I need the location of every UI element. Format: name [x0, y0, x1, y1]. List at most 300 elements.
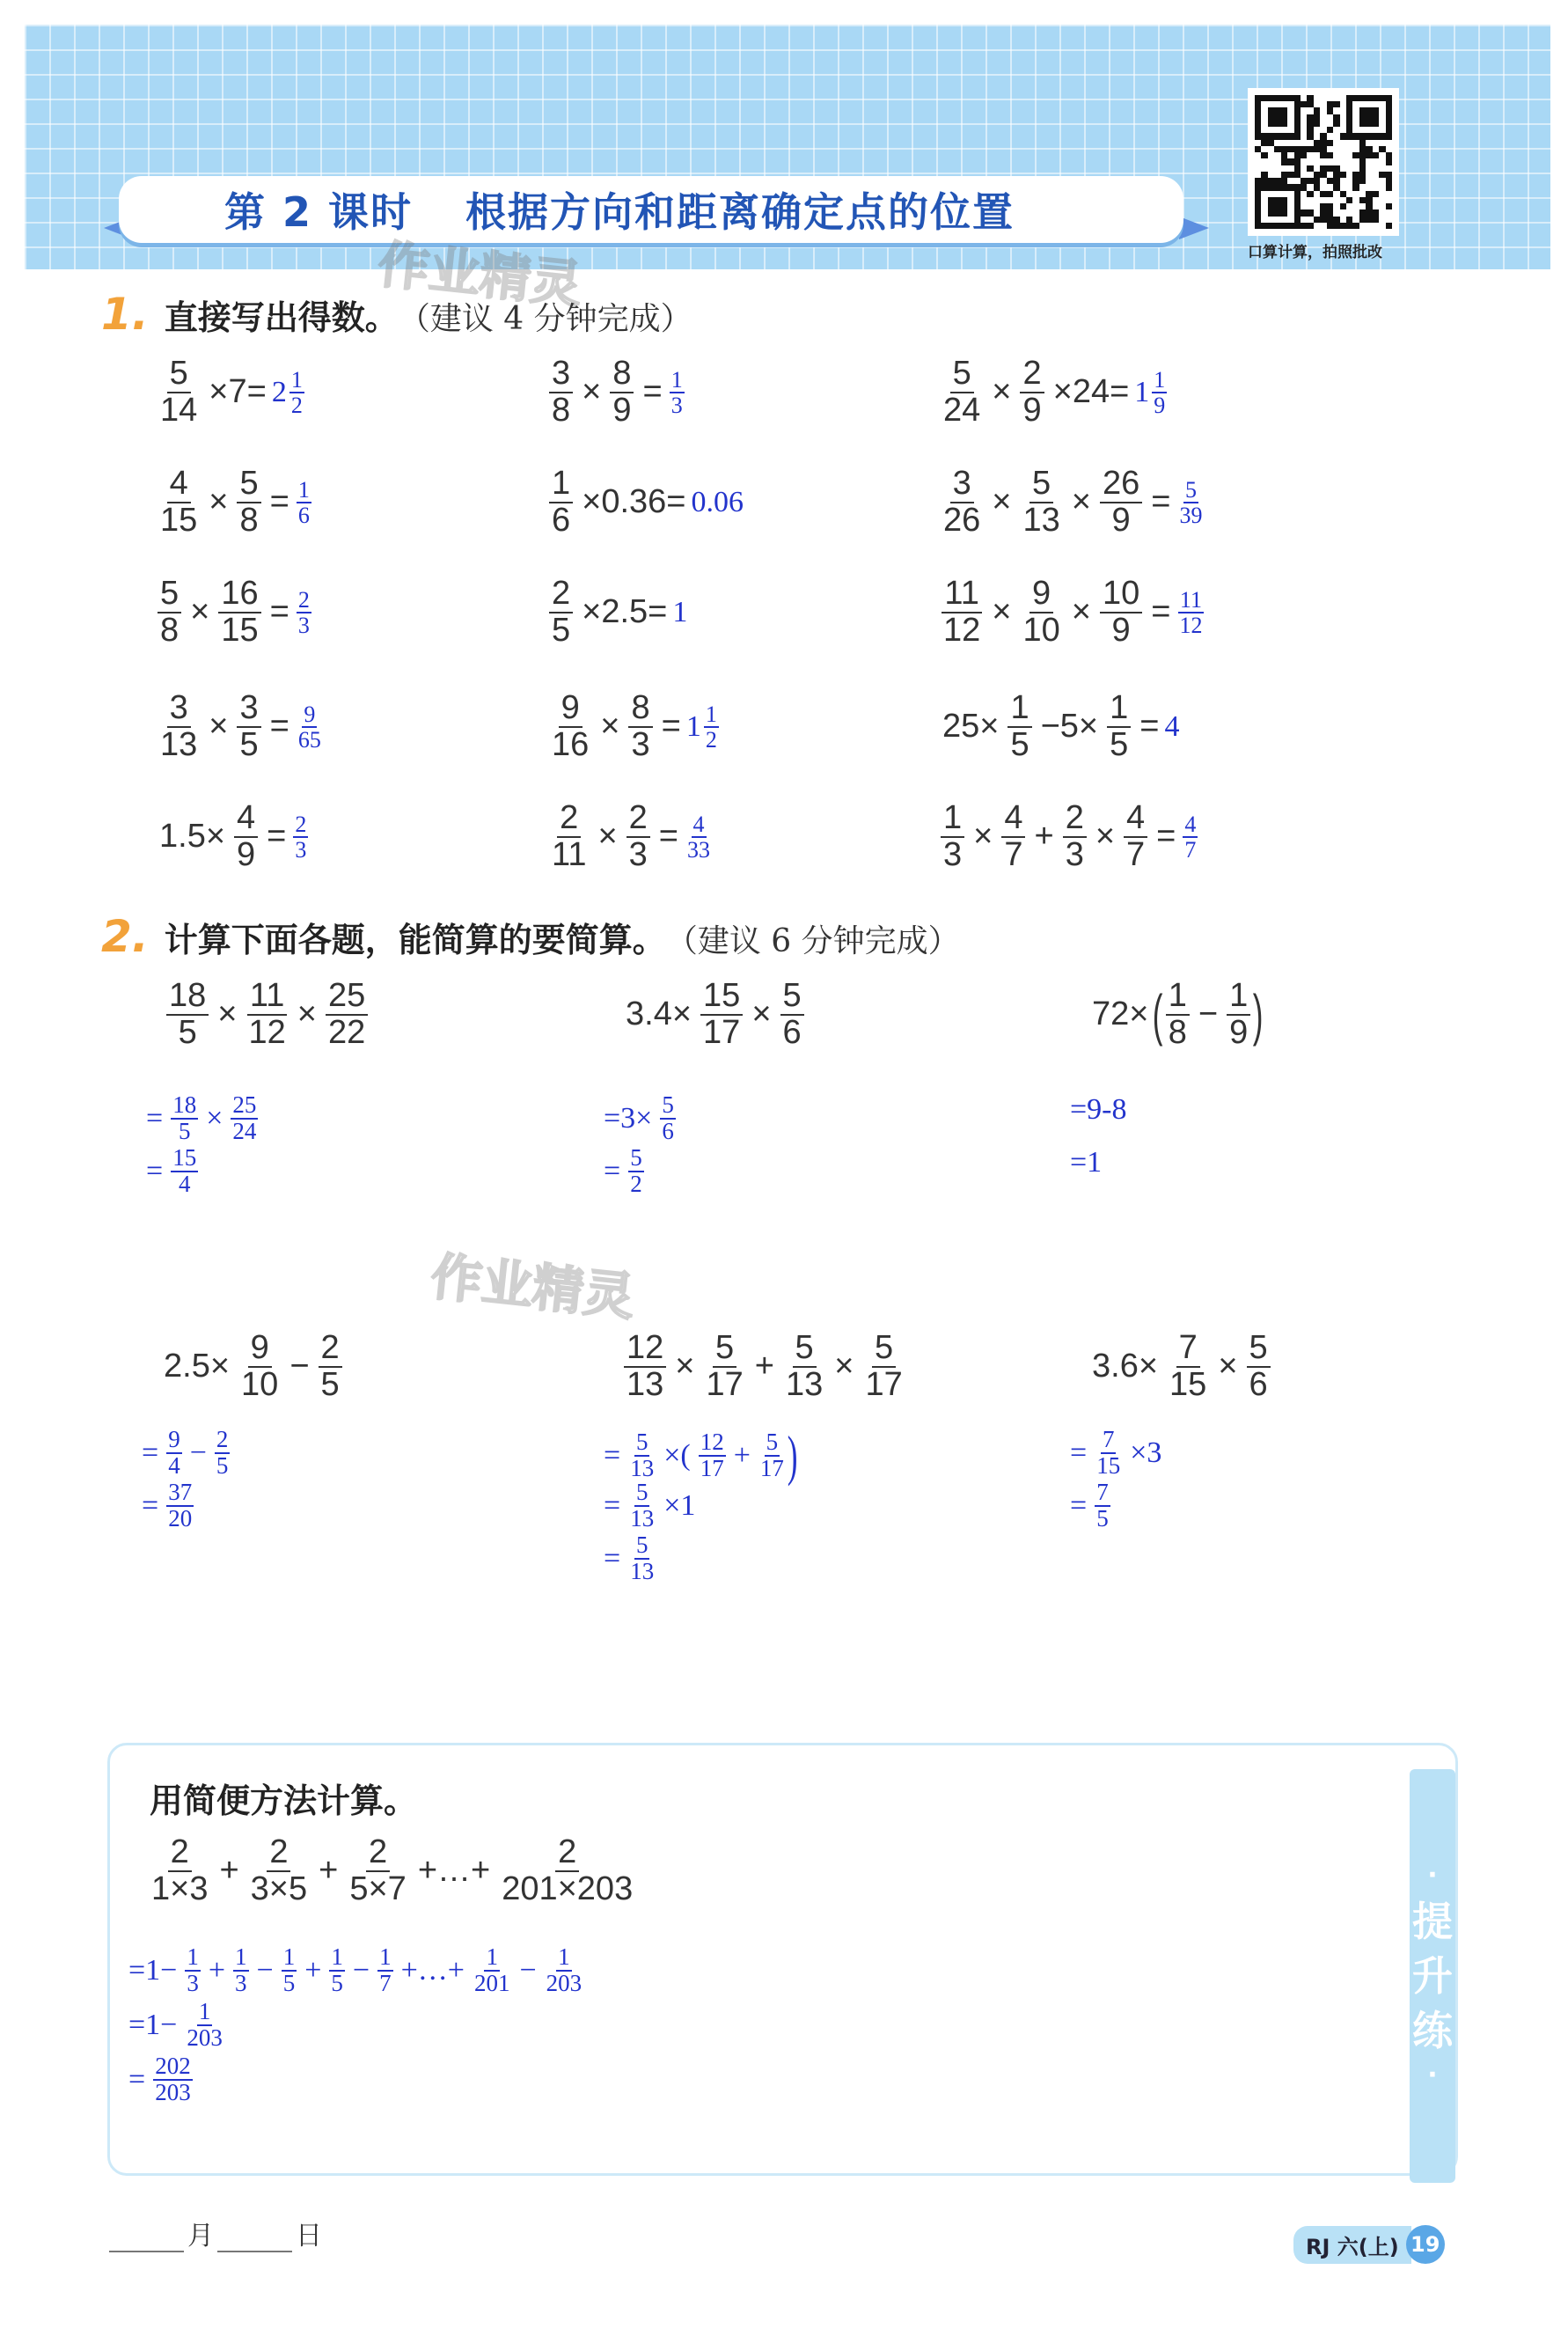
operator-text: −	[189, 1436, 207, 1469]
denominator: 13	[160, 725, 198, 763]
operator-text: =1−	[128, 1953, 178, 1987]
qr-module	[1261, 107, 1267, 114]
fraction	[628, 691, 652, 763]
qr-module	[1307, 172, 1313, 178]
qr-module	[1340, 140, 1346, 146]
qr-module	[1386, 127, 1392, 133]
fraction	[700, 979, 743, 1051]
qr-module	[1307, 209, 1313, 216]
qr-module	[1379, 146, 1385, 152]
exercise-item	[937, 577, 1205, 649]
qr-module	[1346, 172, 1352, 178]
qr-module	[1281, 107, 1287, 114]
qr-module	[1333, 203, 1339, 209]
solution-step	[1065, 1146, 1107, 1179]
qr-module	[1386, 95, 1392, 101]
numerator: 5	[793, 1331, 817, 1368]
denominator: 11	[552, 835, 587, 873]
qr-module	[1340, 209, 1346, 216]
answer	[686, 702, 721, 753]
denominator: 22	[327, 1013, 366, 1051]
qr-module	[1346, 140, 1352, 146]
qr-module	[1281, 140, 1287, 146]
qr-module	[1274, 217, 1280, 223]
fraction	[347, 1835, 408, 1907]
qr-module	[1333, 146, 1339, 152]
qr-module	[1281, 127, 1287, 133]
operator-text: =	[1070, 1488, 1088, 1522]
qr-module	[1301, 127, 1307, 133]
qr-module	[1352, 121, 1359, 127]
numerator: 1	[1227, 979, 1250, 1016]
numerator: 1	[549, 466, 573, 503]
operator-text: =	[128, 2062, 146, 2096]
qr-module	[1287, 178, 1293, 184]
numerator: 9	[559, 691, 583, 728]
fraction	[941, 356, 983, 429]
denominator: 17	[759, 1455, 784, 1481]
qr-module	[1346, 203, 1352, 209]
fraction	[685, 812, 712, 863]
qr-module	[1379, 127, 1385, 133]
qr-module	[1373, 133, 1379, 139]
qr-module	[1294, 114, 1301, 121]
qr-module	[1294, 107, 1301, 114]
fraction	[941, 577, 983, 649]
qr-module	[1307, 95, 1313, 101]
qr-module	[1379, 223, 1385, 229]
exercise-item	[154, 691, 325, 763]
fraction	[1177, 588, 1204, 638]
qr-module	[1359, 107, 1366, 114]
qr-module	[1327, 107, 1333, 114]
section2-heading	[101, 911, 960, 962]
operator-text: ×	[973, 818, 993, 856]
numerator: 5	[872, 1331, 896, 1368]
qr-module	[1366, 191, 1372, 197]
fraction	[704, 702, 719, 753]
denominator: 12	[1179, 612, 1203, 638]
qr-module	[1352, 217, 1359, 223]
qr-module	[1386, 197, 1392, 203]
denominator: 65	[297, 726, 321, 753]
qr-code-icon[interactable]	[1248, 88, 1399, 236]
operator-text: =	[146, 1101, 164, 1135]
operator-text: +	[304, 1953, 322, 1987]
operator-text: =9-8	[1070, 1093, 1127, 1126]
numerator: 3	[167, 691, 191, 728]
qr-module	[1274, 101, 1280, 107]
qr-module	[1340, 197, 1346, 203]
qr-module	[1359, 184, 1366, 190]
qr-module	[1346, 114, 1352, 121]
qr-module	[1366, 223, 1372, 229]
qr-module	[1386, 184, 1392, 190]
fraction	[624, 1331, 666, 1403]
fraction	[1107, 691, 1131, 763]
operator-text: ×	[1218, 1348, 1238, 1385]
fraction	[1167, 1331, 1209, 1403]
fraction	[231, 1093, 258, 1143]
answer	[272, 368, 306, 418]
day-blank[interactable]	[217, 2226, 292, 2252]
qr-module	[1340, 217, 1346, 223]
qr-module	[1301, 217, 1307, 223]
denominator: 5	[331, 1969, 343, 1996]
qr-module	[1274, 95, 1280, 101]
denominator: 9	[237, 835, 256, 873]
denominator: 39	[1179, 502, 1203, 528]
numerator: 2	[366, 1835, 390, 1872]
numerator: 5	[158, 577, 181, 613]
fraction	[185, 1945, 201, 1995]
exercise-item	[937, 801, 1199, 873]
denominator: 9	[1111, 611, 1131, 649]
fraction	[780, 979, 804, 1051]
qr-module	[1366, 133, 1372, 139]
qr-module	[1307, 114, 1313, 121]
denominator: 2	[630, 1170, 642, 1197]
qr-module	[1268, 127, 1274, 133]
operator-text: ×	[597, 818, 618, 856]
qr-module	[1379, 133, 1385, 139]
operator-text: ×	[582, 373, 602, 411]
solution-step	[123, 1945, 586, 1995]
tab-label-char: 提	[1412, 1897, 1453, 1945]
watermark-logo: 作业精灵	[375, 234, 585, 315]
qr-module	[1333, 152, 1339, 158]
qr-module	[1379, 121, 1385, 127]
qr-module	[1340, 158, 1346, 165]
fraction	[166, 1480, 194, 1531]
fraction	[1020, 356, 1044, 429]
qr-module	[1379, 95, 1385, 101]
operator-text: ×	[217, 995, 238, 1033]
qr-module	[1287, 121, 1293, 127]
numerator: 5	[167, 356, 191, 393]
qr-module	[1281, 152, 1287, 158]
qr-module	[1386, 191, 1392, 197]
qr-module	[1274, 133, 1280, 139]
qr-module	[1281, 223, 1287, 229]
denominator: 8	[552, 391, 571, 429]
tab-label-char: ·	[1427, 2060, 1438, 2091]
denominator: 203	[155, 2078, 191, 2105]
qr-module	[1281, 165, 1287, 172]
qr-module	[1359, 223, 1366, 229]
qr-module	[1359, 101, 1366, 107]
operator-text: −5×	[1040, 708, 1099, 746]
qr-module	[1307, 133, 1313, 139]
qr-module	[1327, 133, 1333, 139]
qr-module	[1379, 114, 1385, 121]
qr-module	[1268, 133, 1274, 139]
denominator: 13	[1022, 501, 1060, 539]
qr-module	[1314, 101, 1320, 107]
qr-module	[1386, 107, 1392, 114]
operator-text: +	[319, 1852, 339, 1890]
answer	[684, 812, 714, 863]
operator-text: ×	[1095, 818, 1116, 856]
fraction	[1247, 1331, 1271, 1403]
denominator: 3	[670, 392, 683, 418]
qr-module	[1274, 127, 1280, 133]
operator-text: ×	[190, 593, 210, 631]
exercise-item	[546, 577, 687, 649]
answer: 1	[672, 595, 688, 628]
qr-module	[1352, 101, 1359, 107]
qr-module	[1281, 191, 1287, 197]
denominator: 5	[282, 1969, 296, 1996]
operator-text: +…+	[417, 1852, 491, 1890]
fraction	[1124, 801, 1147, 873]
qr-module	[1294, 95, 1301, 101]
qr-module	[1281, 101, 1287, 107]
tab-label-char: ·	[1427, 1860, 1438, 1892]
section2-number: 2.	[101, 911, 149, 962]
operator-text: =	[142, 1436, 159, 1469]
answer-whole: 2	[271, 375, 287, 408]
qr-module	[1287, 101, 1293, 107]
qr-module	[1274, 114, 1280, 121]
fraction	[238, 1331, 281, 1403]
qr-caption: 口算计算，拍照批改	[1248, 244, 1382, 261]
month-blank[interactable]	[109, 2226, 184, 2252]
qr-module	[1373, 140, 1379, 146]
qr-module	[1333, 158, 1339, 165]
qr-module	[1287, 203, 1293, 209]
qr-module	[1268, 178, 1274, 184]
qr-module	[1287, 95, 1293, 101]
qr-module	[1268, 101, 1274, 107]
denominator: 13	[785, 1365, 824, 1403]
numerator: 9	[248, 1331, 272, 1368]
operator-text: =	[146, 1154, 164, 1187]
watermark-logo: 作业精灵	[428, 1246, 638, 1327]
qr-module	[1301, 107, 1307, 114]
numerator: 2	[549, 577, 573, 613]
qr-module	[1386, 172, 1392, 178]
qr-module	[1294, 165, 1301, 172]
qr-module	[1320, 121, 1326, 127]
qr-module	[1281, 217, 1287, 223]
qr-module	[1320, 184, 1326, 190]
fraction	[626, 801, 650, 873]
qr-module	[1346, 127, 1352, 133]
numerator: 1	[187, 1943, 199, 1970]
qr-module	[1281, 178, 1287, 184]
parenthesis: )	[787, 1424, 798, 1487]
operator-text: =1−	[128, 2008, 178, 2041]
denominator: 201×203	[502, 1870, 634, 1907]
numerator: 2	[1020, 356, 1044, 393]
qr-module	[1359, 146, 1366, 152]
denominator: 3	[187, 1969, 199, 1996]
denominator: 15	[160, 501, 198, 539]
qr-module	[1373, 178, 1379, 184]
qr-module	[1359, 95, 1366, 101]
fraction	[234, 801, 258, 873]
qr-module	[1333, 140, 1339, 146]
qr-module	[1261, 158, 1267, 165]
numerator: 16	[218, 577, 260, 613]
qr-module	[1340, 121, 1346, 127]
numerator: 1	[486, 1943, 498, 1970]
qr-module	[1301, 114, 1307, 121]
qr-module	[1379, 140, 1385, 146]
qr-module	[1307, 165, 1313, 172]
qr-module	[1327, 101, 1333, 107]
denominator: 17	[865, 1365, 903, 1403]
denominator: 9	[1229, 1013, 1249, 1051]
operator-text: =	[658, 818, 678, 856]
answer	[295, 478, 313, 528]
qr-module	[1274, 178, 1280, 184]
fraction	[549, 466, 573, 539]
qr-module	[1287, 172, 1293, 178]
qr-module	[1320, 165, 1326, 172]
qr-module	[1333, 184, 1339, 190]
fraction	[153, 2054, 193, 2105]
qr-module	[1366, 203, 1372, 209]
qr-module	[1320, 158, 1326, 165]
qr-module	[1386, 133, 1392, 139]
qr-module	[1320, 107, 1326, 114]
qr-module	[1307, 223, 1313, 229]
qr-module	[1366, 107, 1372, 114]
qr-module	[1314, 95, 1320, 101]
improvement-tab	[1410, 1769, 1455, 2183]
qr-module	[1301, 223, 1307, 229]
qr-module	[1327, 121, 1333, 127]
denominator: 13	[626, 1365, 664, 1403]
qr-module	[1346, 121, 1352, 127]
date-fill-line	[106, 2214, 322, 2252]
qr-module	[1340, 178, 1346, 184]
qr-module	[1307, 178, 1313, 184]
qr-module	[1346, 191, 1352, 197]
qr-module	[1268, 165, 1274, 172]
qr-module	[1287, 107, 1293, 114]
qr-module	[1340, 101, 1346, 107]
qr-module	[1261, 114, 1267, 121]
qr-module	[1320, 101, 1326, 107]
fraction	[233, 1945, 249, 1995]
answer	[1134, 368, 1169, 418]
qr-module	[1340, 114, 1346, 121]
numerator: 8	[628, 691, 652, 728]
answer	[295, 702, 325, 753]
qr-module	[1255, 152, 1261, 158]
operator-text: ×	[675, 1348, 695, 1385]
fraction	[297, 588, 311, 638]
qr-module	[1301, 95, 1307, 101]
qr-module	[1301, 178, 1307, 184]
qr-module	[1281, 114, 1287, 121]
solution-step	[1065, 1428, 1167, 1478]
qr-module	[1386, 121, 1392, 127]
operator-text: +	[754, 1348, 774, 1385]
operator-text: −	[519, 1953, 537, 1987]
page-number: 19	[1406, 2225, 1445, 2264]
solution-step	[598, 1424, 798, 1487]
fraction	[499, 1835, 635, 1907]
qr-module	[1301, 191, 1307, 197]
qr-module	[1287, 133, 1293, 139]
qr-module	[1333, 191, 1339, 197]
qr-module	[1327, 158, 1333, 165]
qr-module	[1314, 114, 1320, 121]
qr-module	[1294, 152, 1301, 158]
qr-module	[1327, 217, 1333, 223]
numerator: 15	[700, 979, 743, 1016]
qr-module	[1261, 101, 1267, 107]
month-label: 月	[187, 2221, 214, 2252]
exercise-item	[937, 466, 1205, 539]
qr-module	[1281, 184, 1287, 190]
qr-module	[1366, 165, 1372, 172]
qr-module	[1352, 223, 1359, 229]
fraction	[628, 1146, 644, 1196]
qr-module	[1346, 184, 1352, 190]
fraction	[1063, 801, 1087, 873]
numerator: 12	[700, 1429, 724, 1456]
qr-module	[1274, 158, 1280, 165]
qr-module	[1307, 140, 1313, 146]
qr-module	[1352, 203, 1359, 209]
numerator: 1	[705, 701, 717, 727]
qr-module	[1346, 107, 1352, 114]
qr-module	[1281, 203, 1287, 209]
qr-module	[1352, 184, 1359, 190]
qr-module	[1320, 217, 1326, 223]
answer	[1176, 588, 1205, 638]
qr-module	[1346, 217, 1352, 223]
answer	[1181, 812, 1199, 863]
qr-module	[1287, 158, 1293, 165]
numerator: 1	[1166, 979, 1190, 1016]
qr-module	[1379, 184, 1385, 190]
denominator: 5×7	[349, 1870, 407, 1907]
qr-module	[1261, 184, 1267, 190]
denominator: 6	[297, 502, 310, 528]
qr-module	[1314, 107, 1320, 114]
solution-step	[598, 1533, 658, 1583]
qr-module	[1274, 203, 1280, 209]
qr-module	[1314, 165, 1320, 172]
fraction	[1100, 466, 1142, 539]
qr-module	[1268, 114, 1274, 121]
qr-module	[1379, 158, 1385, 165]
qr-module	[1333, 133, 1339, 139]
operator-text: =	[269, 708, 289, 746]
problem-expression	[158, 1331, 346, 1403]
qr-module	[1379, 191, 1385, 197]
denominator: 9	[612, 391, 632, 429]
denominator: 15	[1169, 1365, 1207, 1403]
denominator: 8	[160, 611, 180, 649]
qr-module	[1314, 140, 1320, 146]
qr-module	[1327, 95, 1333, 101]
qr-module	[1327, 165, 1333, 172]
answer	[291, 812, 310, 863]
fraction	[171, 1146, 198, 1196]
qr-module	[1386, 101, 1392, 107]
qr-module	[1352, 158, 1359, 165]
qr-module	[1386, 140, 1392, 146]
fraction	[1007, 691, 1031, 763]
qr-module	[1255, 165, 1261, 172]
